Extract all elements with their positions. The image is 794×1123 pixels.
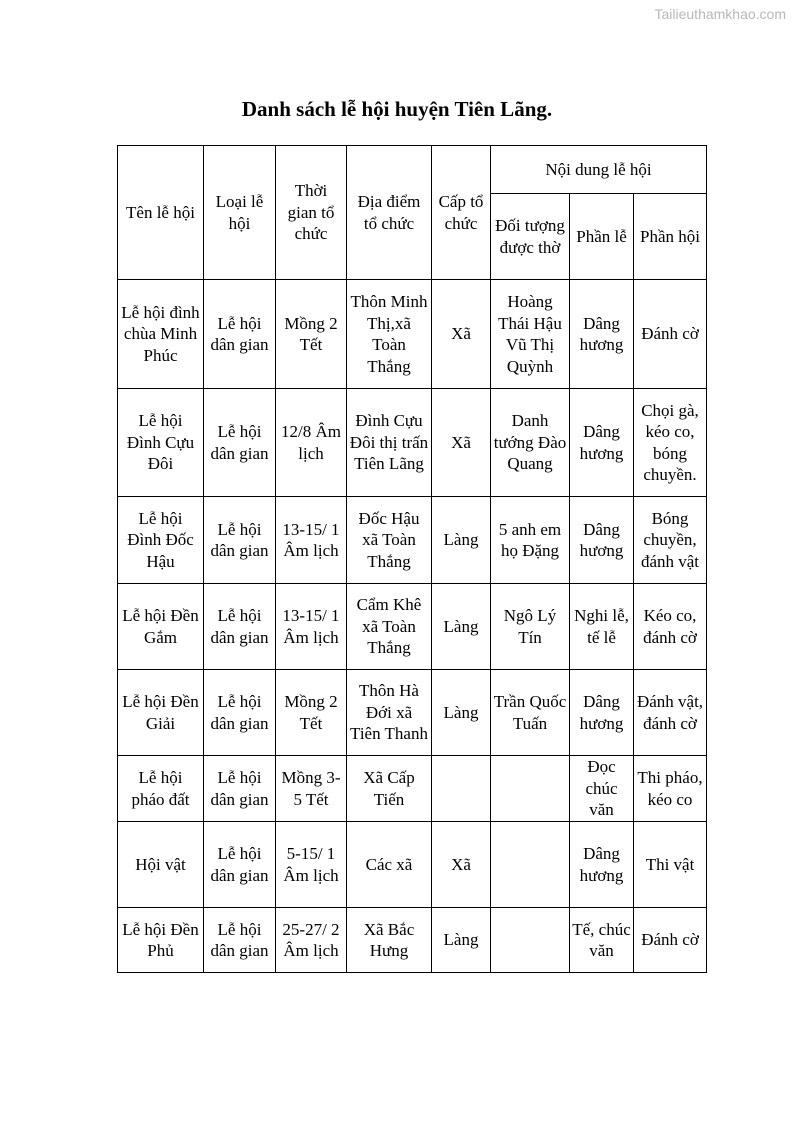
cell-festival: Thi vật (634, 822, 707, 908)
cell-level (432, 756, 491, 822)
table-row (118, 908, 707, 973)
table-row (118, 280, 707, 389)
cell-place: Thôn Hà Đới xã Tiên Thanh (347, 670, 432, 756)
cell-type: Lễ hội dân gian (204, 822, 276, 908)
table-row (118, 670, 707, 756)
cell-name: Lễ hội Đình Cựu Đôi (118, 389, 204, 497)
cell-name: Lễ hội Đền Giải (118, 670, 204, 756)
cell-place: Cẩm Khê xã Toàn Thắng (347, 584, 432, 670)
cell-type: Lễ hội dân gian (204, 584, 276, 670)
cell-time: Mồng 2 Tết (276, 280, 347, 389)
cell-rite: Dâng hương (570, 389, 634, 497)
cell-rite: Dâng hương (570, 822, 634, 908)
cell-rite: Đọc chúc văn (570, 756, 634, 822)
cell-time: 12/8 Âm lịch (276, 389, 347, 497)
cell-level: Xã (432, 280, 491, 389)
cell-time: 13-15/ 1 Âm lịch (276, 584, 347, 670)
table-row (118, 389, 707, 497)
cell-place: Các xã (347, 822, 432, 908)
cell-worshipped: Danh tướng Đào Quang (491, 389, 570, 497)
cell-worshipped: Hoàng Thái Hậu Vũ Thị Quỳnh (491, 280, 570, 389)
cell-time: 25-27/ 2 Âm lịch (276, 908, 347, 973)
cell-type: Lễ hội dân gian (204, 389, 276, 497)
cell-place: Đốc Hậu xã Toàn Thắng (347, 497, 432, 584)
cell-rite: Tế, chúc văn (570, 908, 634, 973)
header-place: Địa điểm tổ chức (347, 146, 432, 280)
cell-name: Lễ hội Đền Phủ (118, 908, 204, 973)
cell-level: Làng (432, 497, 491, 584)
header-level: Cấp tổ chức (432, 146, 491, 280)
cell-worshipped (491, 908, 570, 973)
cell-type: Lễ hội dân gian (204, 908, 276, 973)
header-content: Nội dung lễ hội (491, 146, 707, 194)
cell-level: Làng (432, 908, 491, 973)
cell-worshipped (491, 756, 570, 822)
cell-level: Xã (432, 822, 491, 908)
cell-type: Lễ hội dân gian (204, 670, 276, 756)
cell-festival: Đánh vật, đánh cờ (634, 670, 707, 756)
cell-rite: Nghi lễ, tế lễ (570, 584, 634, 670)
header-name: Tên lễ hội (118, 146, 204, 280)
cell-name: Hội vật (118, 822, 204, 908)
cell-place: Xã Bắc Hưng (347, 908, 432, 973)
table-row (118, 756, 707, 822)
cell-festival: Bóng chuyền, đánh vật (634, 497, 707, 584)
watermark: Tailieuthamkhao.com (654, 6, 786, 22)
cell-place: Đình Cựu Đôi thị trấn Tiên Lãng (347, 389, 432, 497)
cell-name: Lễ hội pháo đất (118, 756, 204, 822)
header-type: Loại lễ hội (204, 146, 276, 280)
cell-worshipped: Ngô Lý Tín (491, 584, 570, 670)
page-title: Danh sách lễ hội huyện Tiên Lãng. (241, 97, 553, 121)
cell-type: Lễ hội dân gian (204, 280, 276, 389)
cell-rite: Dâng hương (570, 497, 634, 584)
cell-festival: Thi pháo, kéo co (634, 756, 707, 822)
cell-time: Mồng 3-5 Tết (276, 756, 347, 822)
cell-level: Làng (432, 584, 491, 670)
cell-festival: Chọi gà, kéo co, bóng chuyền. (634, 389, 707, 497)
table-row (118, 822, 707, 908)
cell-time: Mồng 2 Tết (276, 670, 347, 756)
cell-festival: Đánh cờ (634, 908, 707, 973)
header-worshipped: Đối tượng được thờ (491, 194, 570, 280)
cell-level: Làng (432, 670, 491, 756)
table-row (118, 584, 707, 670)
cell-name: Lễ hội Đền Gắm (118, 584, 204, 670)
table-row (118, 497, 707, 584)
cell-place: Xã Cấp Tiến (347, 756, 432, 822)
cell-rite: Dâng hương (570, 280, 634, 389)
cell-name: Lễ hội Đình Đốc Hậu (118, 497, 204, 584)
cell-time: 5-15/ 1 Âm lịch (276, 822, 347, 908)
cell-type: Lễ hội dân gian (204, 497, 276, 584)
cell-time: 13-15/ 1 Âm lịch (276, 497, 347, 584)
cell-worshipped: Trần Quốc Tuấn (491, 670, 570, 756)
cell-type: Lễ hội dân gian (204, 756, 276, 822)
cell-festival: Đánh cờ (634, 280, 707, 389)
cell-festival: Kéo co, đánh cờ (634, 584, 707, 670)
cell-worshipped (491, 822, 570, 908)
header-rite: Phần lễ (570, 194, 634, 280)
cell-name: Lễ hội đình chùa Minh Phúc (118, 280, 204, 389)
festival-table (117, 145, 707, 973)
header-festival: Phần hội (634, 194, 707, 280)
header-time: Thời gian tổ chức (276, 146, 347, 280)
cell-worshipped: 5 anh em họ Đặng (491, 497, 570, 584)
cell-level: Xã (432, 389, 491, 497)
cell-place: Thôn Minh Thị,xã Toàn Thắng (347, 280, 432, 389)
cell-rite: Dâng hương (570, 670, 634, 756)
